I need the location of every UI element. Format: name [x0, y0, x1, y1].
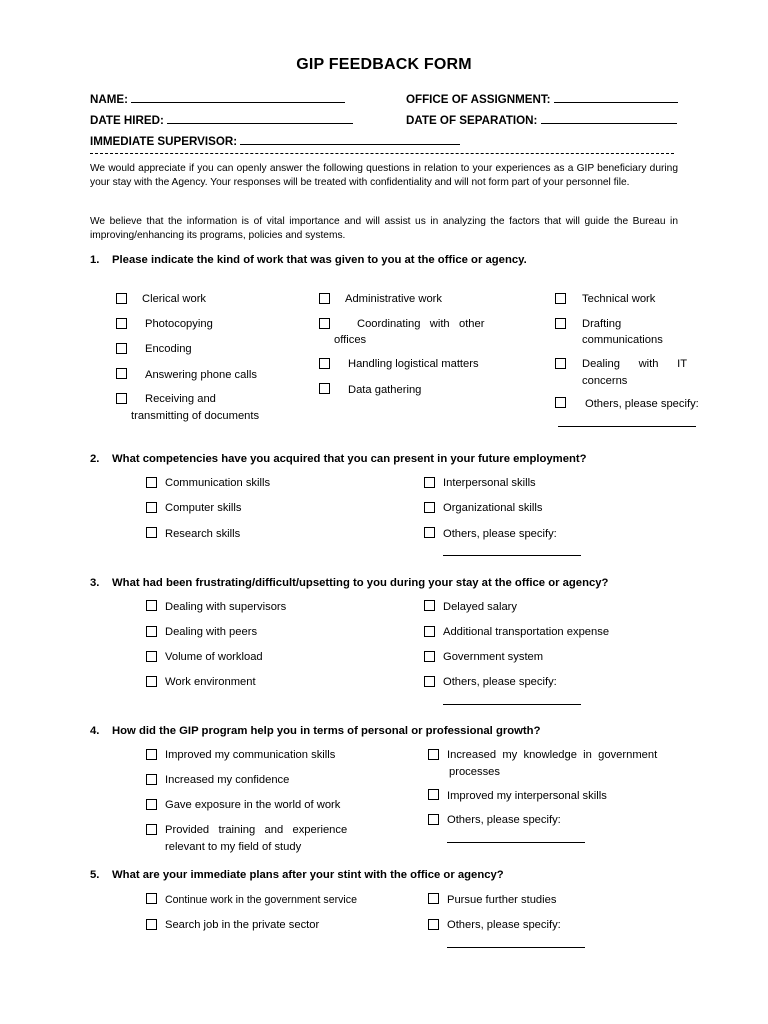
- option-label-continued: communications: [582, 334, 663, 346]
- checkbox[interactable]: [146, 799, 157, 810]
- option-label: Receiving and: [145, 393, 216, 405]
- option-label: Clerical work: [142, 293, 207, 305]
- question-text: What are your immediate plans after your stint with the office or agency?: [112, 869, 504, 881]
- dashed-divider: [90, 153, 674, 154]
- option-label: Provided training and experience: [165, 824, 348, 836]
- supervisor-line[interactable]: [240, 132, 460, 145]
- checkbox[interactable]: [146, 824, 157, 835]
- checkbox[interactable]: [116, 318, 127, 329]
- option-label-continued: processes: [449, 766, 500, 778]
- checkbox[interactable]: [319, 358, 330, 369]
- checkbox[interactable]: [428, 893, 439, 904]
- option-label: Administrative work: [345, 293, 442, 305]
- option-label: Increased my confidence: [165, 774, 290, 786]
- name-field[interactable]: [90, 90, 345, 106]
- question-text: Please indicate the kind of work that was given to you at the office or agency.: [112, 254, 527, 266]
- specify-line[interactable]: [447, 842, 585, 843]
- checkbox[interactable]: [428, 749, 439, 760]
- checkbox[interactable]: [428, 814, 439, 825]
- option-label: Government system: [443, 651, 544, 663]
- date-hired-line[interactable]: [167, 111, 353, 124]
- option-label: Others, please specify:: [447, 919, 561, 931]
- office-field[interactable]: [406, 90, 678, 106]
- option-label: Organizational skills: [443, 502, 543, 514]
- option-label: Search job in the private sector: [165, 919, 320, 931]
- checkbox[interactable]: [146, 477, 157, 488]
- checkbox[interactable]: [116, 293, 127, 304]
- question-number: 2.: [90, 453, 100, 465]
- option-label: Dealing with peers: [165, 626, 258, 638]
- date-separation-line[interactable]: [541, 111, 677, 124]
- option-label: Delayed salary: [443, 601, 517, 613]
- checkbox[interactable]: [319, 383, 330, 394]
- option-label: Dealing with supervisors: [165, 601, 287, 613]
- specify-line[interactable]: [558, 426, 696, 427]
- checkbox[interactable]: [116, 368, 127, 379]
- checkbox[interactable]: [428, 789, 439, 800]
- name-label: NAME:: [90, 93, 128, 106]
- option-label: Gave exposure in the world of work: [165, 799, 341, 811]
- question-4: [90, 725, 541, 737]
- checkbox[interactable]: [319, 318, 330, 329]
- question-1: [90, 254, 527, 266]
- checkbox[interactable]: [424, 527, 435, 538]
- office-label: OFFICE OF ASSIGNMENT:: [406, 93, 551, 106]
- question-number: 3.: [90, 577, 100, 589]
- option-label: Drafting: [582, 318, 622, 330]
- question-text: How did the GIP program help you in terms of personal or professional growth?: [112, 725, 541, 737]
- checkbox[interactable]: [146, 676, 157, 687]
- option-label: Computer skills: [165, 502, 242, 514]
- question-text: What competencies have you acquired that you can present in your future employment?: [112, 453, 587, 465]
- option-label: Technical work: [582, 293, 656, 305]
- option-label-continued: concerns: [582, 375, 628, 387]
- checkbox[interactable]: [146, 600, 157, 611]
- option-label: Volume of workload: [165, 651, 263, 663]
- checkbox[interactable]: [116, 343, 127, 354]
- option-label: Handling logistical matters: [348, 358, 479, 370]
- checkbox[interactable]: [146, 502, 157, 513]
- option-label: Photocopying: [145, 318, 213, 330]
- checkbox[interactable]: [146, 527, 157, 538]
- intro-paragraph-2: We believe that the information is of vital importance and will assist us in analyzing the factors that will guide the Bureau in improving/enhancing its programs, policies and systems.: [90, 216, 678, 241]
- specify-line[interactable]: [447, 947, 585, 948]
- supervisor-field[interactable]: [90, 132, 460, 148]
- option-label: Data gathering: [348, 384, 422, 396]
- option-label: Answering phone calls: [145, 369, 257, 381]
- option-label: Others, please specify:: [585, 398, 699, 410]
- checkbox[interactable]: [555, 358, 566, 369]
- specify-line[interactable]: [443, 555, 581, 556]
- intro-paragraph-1: We would appreciate if you can openly answer the following questions in relation to your experiences as a GIP beneficiary during your stay with the Agency. Your responses will be treated with confidentiality and will not form part of your personnel file.: [90, 163, 678, 188]
- date-separation-field[interactable]: [406, 111, 677, 127]
- checkbox[interactable]: [116, 393, 127, 404]
- option-label: Improved my interpersonal skills: [447, 790, 607, 802]
- checkbox[interactable]: [146, 893, 157, 904]
- checkbox[interactable]: [146, 626, 157, 637]
- date-hired-field[interactable]: [90, 111, 353, 127]
- option-label: Interpersonal skills: [443, 477, 536, 489]
- form-title: GIP FEEDBACK FORM: [296, 56, 472, 73]
- question-5: [90, 869, 504, 881]
- option-label: Others, please specify:: [443, 676, 557, 688]
- option-label: Dealing with IT: [582, 358, 688, 370]
- checkbox[interactable]: [428, 919, 439, 930]
- checkbox[interactable]: [555, 397, 566, 408]
- checkbox[interactable]: [555, 318, 566, 329]
- date-hired-label: DATE HIRED:: [90, 114, 164, 127]
- office-line[interactable]: [554, 90, 678, 103]
- option-label: Pursue further studies: [447, 894, 557, 906]
- option-label: Work environment: [165, 676, 256, 688]
- option-label-continued: offices: [334, 334, 367, 346]
- date-separation-label: DATE OF SEPARATION:: [406, 114, 538, 127]
- question-3: [90, 577, 608, 589]
- question-number: 5.: [90, 869, 100, 881]
- option-label: Communication skills: [165, 477, 271, 489]
- supervisor-label: IMMEDIATE SUPERVISOR:: [90, 135, 238, 148]
- checkbox[interactable]: [146, 919, 157, 930]
- checkbox[interactable]: [424, 651, 435, 662]
- specify-line[interactable]: [443, 704, 581, 705]
- checkbox[interactable]: [146, 774, 157, 785]
- checkbox[interactable]: [424, 676, 435, 687]
- checkbox[interactable]: [424, 600, 435, 611]
- checkbox[interactable]: [555, 293, 566, 304]
- option-label-continued: relevant to my field of study: [165, 841, 302, 853]
- checkbox[interactable]: [424, 502, 435, 513]
- option-label: Research skills: [165, 528, 241, 540]
- name-line[interactable]: [131, 90, 345, 103]
- option-label: Additional transportation expense: [443, 626, 610, 638]
- option-label: Others, please specify:: [443, 528, 557, 540]
- checkbox[interactable]: [146, 651, 157, 662]
- checkbox[interactable]: [319, 293, 330, 304]
- option-label: Increased my knowledge in government: [447, 749, 658, 761]
- question-2: [90, 453, 587, 465]
- option-label: Encoding: [145, 343, 192, 355]
- question-number: 1.: [90, 254, 100, 266]
- question-text: What had been frustrating/difficult/upsetting to you during your stay at the office or agency?: [112, 577, 609, 589]
- option-label: Others, please specify:: [447, 814, 561, 826]
- checkbox[interactable]: [146, 749, 157, 760]
- question-number: 4.: [90, 725, 100, 737]
- option-label: Coordinating with other: [357, 318, 485, 330]
- checkbox[interactable]: [424, 477, 435, 488]
- checkbox[interactable]: [424, 626, 435, 637]
- option-label: Continue work in the government service: [165, 894, 357, 906]
- option-label: Improved my communication skills: [165, 749, 336, 761]
- option-label-continued: transmitting of documents: [131, 410, 260, 422]
